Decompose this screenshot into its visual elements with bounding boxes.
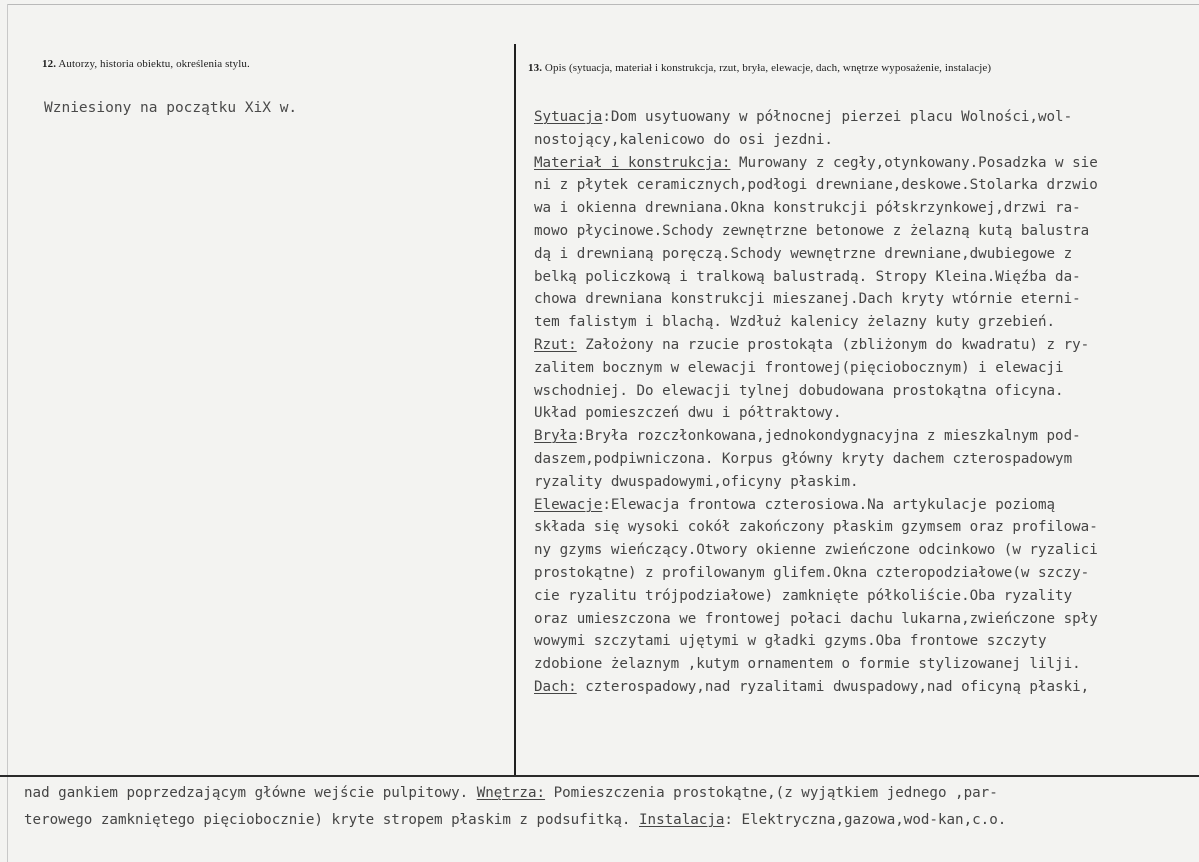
line-text: składa się wysoki cokół zakończony płaskim gzymsem oraz profilowa- xyxy=(534,519,1098,536)
line-text: ryzality dwuspadowymi,oficyny płaskim. xyxy=(534,473,859,490)
line-text: daszem,podpiwniczona. Korpus główny kryty dachem czterospadowym xyxy=(534,450,1073,467)
section-number: 13. xyxy=(528,62,543,74)
description-line xyxy=(534,448,1194,471)
bottom-border xyxy=(0,775,1199,777)
description-line xyxy=(534,562,1194,585)
section-label: Elewacje xyxy=(534,496,603,513)
line-text: zalitem bocznym w elewacji frontowej(pięciobocznym) i elewacji xyxy=(534,359,1064,376)
label-instalacja: Instalacja xyxy=(639,812,725,828)
line-text: nostojący,kalenicowo do osi jezdni. xyxy=(534,131,833,148)
line-text: Założony na rzucie prostokąta (zbliżonym do kwadratu) z ry- xyxy=(576,336,1090,353)
description-line xyxy=(534,539,1194,562)
section-label: Sytuacja xyxy=(534,109,603,125)
description-line xyxy=(534,516,1194,539)
description-line xyxy=(534,334,1194,357)
line-text: wa i okienna drewniana.Okna konstrukcji półskrzynkowej,drzwi ra- xyxy=(534,200,1081,217)
text-run: terowego zamkniętego pięciobocznie) kryte stropem płaskim z podsufitką. xyxy=(24,812,639,828)
line-text: tem falistym i blachą. Wzdłuż kalenicy żelazny kuty grzebień. xyxy=(534,314,1056,331)
line-text: mowo płycinowe.Schody zewnętrzne betonowe z żelazną kutą balustra xyxy=(534,222,1090,239)
description-line xyxy=(534,471,1194,494)
description-line xyxy=(534,197,1194,220)
continuation-line xyxy=(24,807,1194,834)
line-text: prostokątne) z profilowanym glifem.Okna czteropodziałowe(w szczy- xyxy=(534,564,1090,581)
description-line xyxy=(534,152,1194,175)
description-line xyxy=(534,129,1194,152)
description-line xyxy=(534,266,1194,289)
text-run: nad gankiem poprzedzającym główne wejście pulpitowy. xyxy=(24,785,477,801)
description-block xyxy=(534,106,1194,699)
description-line xyxy=(534,106,1194,129)
section-title: Opis (sytuacja, materiał i konstrukcja, rzut, bryła, elewacje, dach, wnętrze wyposażenie, instalacje) xyxy=(544,62,992,74)
section-title: Autorzy, historia obiektu, określenia stylu. xyxy=(58,58,250,70)
section-label: Materiał i konstrukcja: xyxy=(534,154,731,171)
line-text: oraz umieszczona we frontowej połaci dachu lukarna,zwieńczone spły xyxy=(534,610,1098,627)
text-run: Pomieszczenia prostokątne,(z wyjątkiem jednego ,par- xyxy=(545,785,998,801)
line-text: cie ryzalitu trójpodziałowe) zamknięte półkoliście.Oba ryzality xyxy=(534,587,1073,604)
description-line xyxy=(534,220,1194,243)
section-number: 12. xyxy=(42,58,57,70)
section-label: Rzut: xyxy=(534,336,577,353)
description-line xyxy=(534,174,1194,197)
section-label: Dach: xyxy=(534,678,577,695)
line-text: :Bryła rozczłonkowana,jednokondygnacyjna z mieszkalnym pod- xyxy=(576,428,1081,445)
line-text: dą i drewnianą poręczą.Schody wewnętrzne drewniane,dwubiegowe z xyxy=(534,245,1073,262)
description-line xyxy=(534,630,1194,653)
description-line xyxy=(534,653,1194,676)
description-line xyxy=(534,585,1194,608)
history-text: Wzniesiony na początku XiX w. xyxy=(44,100,298,116)
line-text: Murowany z cegły,otynkowany.Posadzka w sie xyxy=(730,154,1098,171)
line-text: wschodniej. Do elewacji tylnej dobudowana prostokątna oficyna. xyxy=(534,382,1064,399)
description-line xyxy=(534,357,1194,380)
description-line xyxy=(534,402,1194,425)
description-line xyxy=(534,608,1194,631)
line-text: :Dom usytuowany w północnej pierzei placu Wolności,wol- xyxy=(602,109,1073,125)
description-line xyxy=(534,288,1194,311)
label-wnetrza: Wnętrza: xyxy=(476,785,546,801)
description-line xyxy=(534,380,1194,403)
section-12-header xyxy=(42,58,250,70)
line-text: wowymi szczytami ujętymi w gładki gzyms.Oba frontowe szczyty xyxy=(534,633,1047,650)
left-border xyxy=(7,4,8,862)
section-label: Bryła xyxy=(534,428,577,445)
column-divider xyxy=(514,44,516,776)
description-line xyxy=(534,311,1194,334)
description-line xyxy=(534,676,1194,699)
top-border xyxy=(8,4,1199,5)
line-text: belką policzkową i tralkową balustradą. Stropy Kleina.Więźba da- xyxy=(534,268,1081,285)
line-text: Układ pomieszczeń dwu i półtraktowy. xyxy=(534,405,842,422)
description-line xyxy=(534,494,1194,517)
line-text: chowa drewniana konstrukcji mieszanej.Dach kryty wtórnie eterni- xyxy=(534,291,1081,308)
description-line xyxy=(534,425,1194,448)
line-text: zdobione żelaznym ,kutym ornamentem o formie stylizowanej lilji. xyxy=(534,656,1081,673)
line-text: czterospadowy,nad ryzalitami dwuspadowy,nad oficyną płaski, xyxy=(576,678,1090,695)
line-text: ni z płytek ceramicznych,podłogi drewniane,deskowe.Stolarka drzwio xyxy=(534,177,1098,194)
line-text: :Elewacja frontowa czterosiowa.Na artykulacje poziomą xyxy=(602,496,1056,513)
continuation-block xyxy=(24,780,1194,834)
line-text: ny gzyms wieńczący.Otwory okienne zwieńczone odcinkowo (w ryzalici xyxy=(534,542,1098,559)
section-13-header xyxy=(528,62,991,74)
continuation-line xyxy=(24,780,1194,807)
text-run: : Elektryczna,gazowa,wod-kan,c.o. xyxy=(724,812,1007,828)
description-line xyxy=(534,243,1194,266)
